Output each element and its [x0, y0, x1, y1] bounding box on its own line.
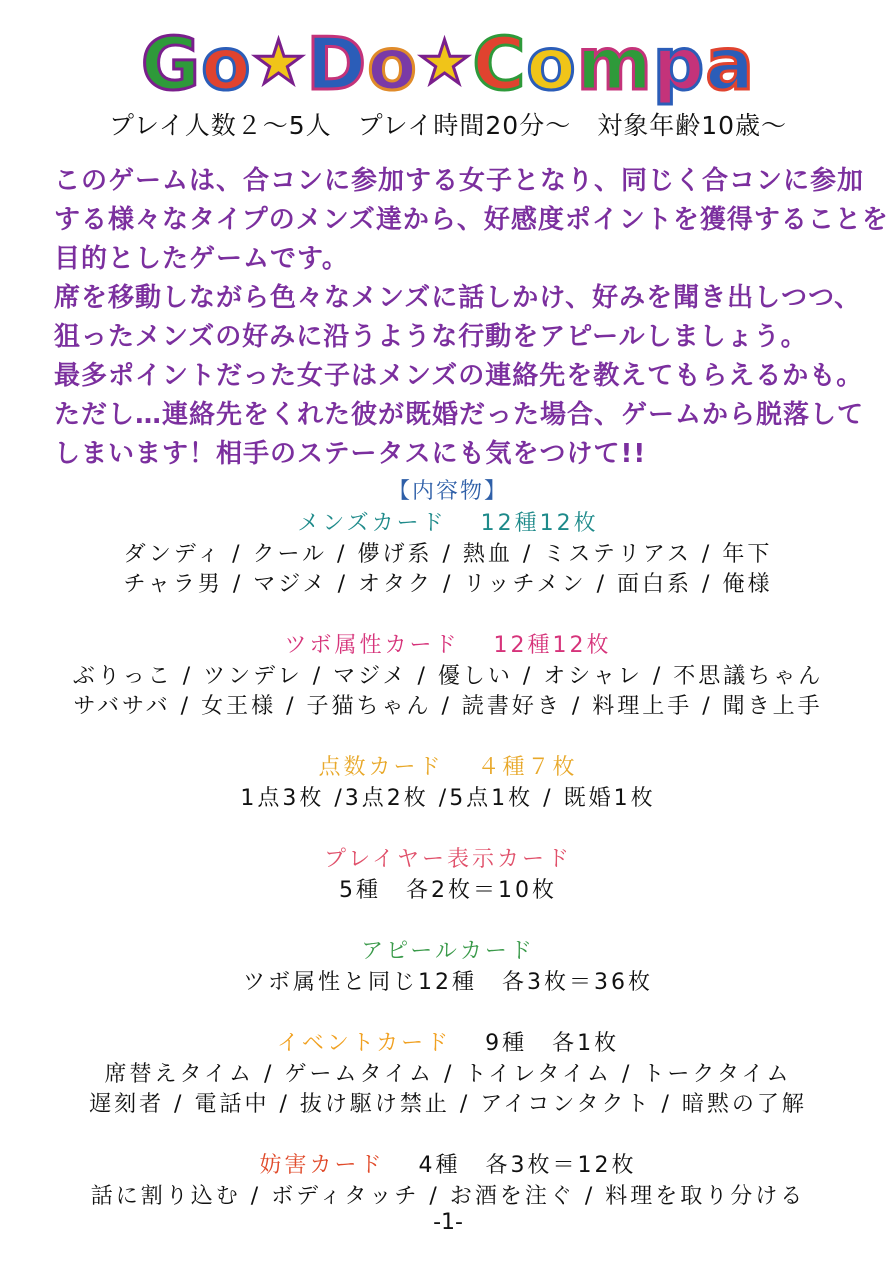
description-line: 席を移動しながら色々なメンズに話しかけ、好みを聞き出しつつ、	[54, 283, 862, 313]
section-name: イベントカード	[276, 1031, 452, 1056]
section-line: 1点3枚 /3点2枚 /5点1枚 / 既婚1枚	[240, 786, 656, 811]
section-tsubo-cards	[0, 630, 896, 722]
section-title	[0, 1150, 896, 1182]
section-line: 5種 各2枚＝10枚	[339, 878, 557, 903]
description-line: 狙ったメンズの好みに沿うような行動をアピールしましょう。	[54, 322, 808, 352]
section-name: 点数カード	[318, 755, 444, 780]
section-line: サバサバ / 女王様 / 子猫ちゃん / 読書好き / 料理上手 / 聞き上手	[73, 694, 823, 719]
star-icon: ★	[251, 28, 307, 98]
section-title	[0, 752, 896, 784]
contents-list	[0, 478, 896, 1212]
section-event-cards	[0, 1028, 896, 1120]
logo-letter: p	[652, 22, 706, 106]
logo-letter: o	[526, 22, 577, 106]
section-line: ぶりっこ / ツンデレ / マジメ / 優しい / オシャレ / 不思議ちゃん	[72, 664, 824, 689]
section-line: 遅刻者 / 電話中 / 抜け駆け禁止 / アイコンタクト / 暗黙の了解	[89, 1092, 807, 1117]
logo-letter: a	[705, 22, 755, 106]
section-title	[0, 508, 896, 540]
game-logo	[0, 18, 896, 109]
section-count: 12種12枚	[480, 511, 599, 536]
description-line: ただし…連絡先をくれた彼が既婚だった場合、ゲームから脱落して	[54, 400, 865, 430]
description-line: 目的としたゲームです。	[54, 244, 349, 274]
section-title	[0, 630, 896, 662]
section-name: メンズカード	[297, 511, 447, 536]
logo-letter: G	[141, 22, 202, 106]
section-mens-cards	[0, 508, 896, 600]
game-description	[54, 162, 889, 474]
logo-letter: C	[472, 22, 527, 106]
description-line: する様々なタイプのメンズ達から、好感度ポイントを獲得することを	[54, 205, 889, 235]
section-title	[0, 844, 896, 876]
section-name: プレイヤー表示カード	[323, 847, 573, 872]
contents-heading: 【内容物】	[387, 479, 508, 504]
section-player-cards	[0, 844, 896, 906]
section-line: 話に割り込む / ボディタッチ / お酒を注ぐ / 料理を取り分ける	[90, 1184, 806, 1209]
logo-letter: o	[367, 22, 418, 106]
logo-letter: o	[201, 22, 252, 106]
section-line: 席替えタイム / ゲームタイム / トイレタイム / トークタイム	[104, 1062, 792, 1087]
description-line: このゲームは、合コンに参加する女子となり、同じく合コンに参加	[54, 166, 865, 196]
section-obstruction-cards	[0, 1150, 896, 1212]
section-point-cards	[0, 752, 896, 814]
section-line: ツボ属性と同じ12種 各3枚＝36枚	[243, 970, 653, 995]
logo-letter: m	[576, 22, 653, 106]
page-number: -1-	[433, 1210, 463, 1235]
star-icon: ★	[417, 28, 473, 98]
section-count: 9種 各1枚	[485, 1031, 620, 1056]
section-count: 12種12枚	[493, 633, 612, 658]
section-name: 妨害カード	[259, 1153, 385, 1178]
section-title	[0, 1028, 896, 1060]
section-count: ４種７枚	[477, 755, 578, 780]
section-name: ツボ属性カード	[284, 633, 460, 658]
description-line: しまいます！相手のステータスにも気をつけて!!	[54, 439, 647, 469]
section-title	[0, 936, 896, 968]
section-count: 4種 各3枚＝12枚	[418, 1153, 637, 1178]
section-line: ダンディ / クール / 儚げ系 / 熱血 / ミステリアス / 年下	[123, 542, 773, 567]
logo-letter: D	[306, 22, 368, 106]
section-line: チャラ男 / マジメ / オタク / リッチメン / 面白系 / 俺様	[123, 572, 773, 597]
description-line: 最多ポイントだった女子はメンズの連絡先を教えてもらえるかも。	[54, 361, 864, 391]
section-appeal-cards	[0, 936, 896, 998]
section-name: アピールカード	[361, 939, 535, 964]
play-info: プレイ人数２～5人 プレイ時間20分～ 対象年齢10歳～	[108, 111, 788, 140]
